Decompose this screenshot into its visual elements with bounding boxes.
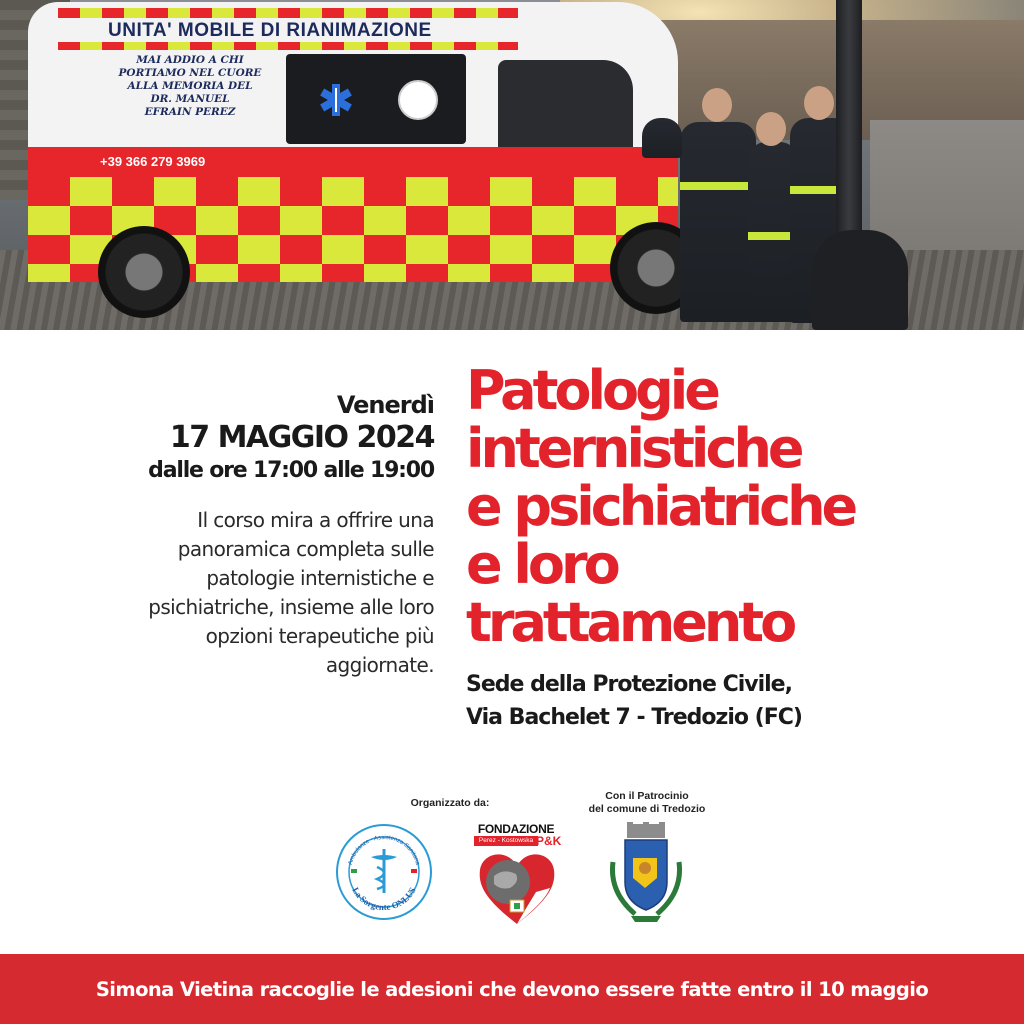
- svg-text:Ambulanze - Assistenza Sanitar: Ambulanze - Assistenza Sanitaria: [347, 834, 421, 866]
- star-of-life-icon: [316, 80, 356, 120]
- course-title: Patologie internistiche e psichiatriche e loro trattamento: [466, 359, 855, 654]
- svg-text:La Sorgente ONLUS: La Sorgente ONLUS: [350, 885, 418, 913]
- checker-stripe: [58, 42, 518, 50]
- organized-by-label: Organizzato da:: [410, 797, 490, 809]
- patronage-label: Con il Patrocinio del comune di Tredozio: [588, 790, 706, 815]
- memorial-panel: MAI ADDIO A CHI PORTIAMO NEL CUORE ALLA MEMORIA DEL DR. MANUEL EFRAIN PEREZ: [118, 54, 262, 118]
- wheel: [98, 226, 190, 318]
- course-info: [466, 359, 1016, 734]
- fondazione-pk-logo: FONDAZIONE Perez - Kostowska P&K: [470, 822, 562, 926]
- tredozio-coat-of-arms: [605, 822, 687, 928]
- event-details: [14, 390, 434, 680]
- la-sorgente-logo: [335, 823, 433, 921]
- event-date: 17 MAGGIO 2024: [169, 420, 434, 455]
- registration-notice: Simona Vietina raccoglie le adesioni che devono essere fatte entro il 10 maggio: [95, 977, 929, 1001]
- volunteer: [680, 122, 756, 322]
- event-day: Venerdì: [336, 391, 434, 419]
- event-description: Il corso mira a offrire una panoramica completa sulle patologie internistiche e psichiatriche, insieme alle loro opzioni terapeutiche più aggiornate.: [148, 508, 434, 677]
- street-lamp-base: [812, 230, 908, 330]
- ambulance-title: UNITA' MOBILE DI RIANIMAZIONE: [108, 20, 432, 41]
- ambulance: [28, 2, 698, 292]
- event-hours: dalle ore 17:00 alle 19:00: [148, 458, 434, 483]
- ambulance-phone: +39 366 279 3969: [100, 154, 206, 169]
- ambulance-photo: [0, 0, 1024, 330]
- front-window: [498, 60, 633, 160]
- volunteer: [642, 118, 682, 158]
- checker-stripe: [58, 8, 518, 18]
- rear-window: [286, 54, 466, 144]
- heart-globe-icon: [476, 848, 558, 926]
- seal-icon: [398, 80, 438, 120]
- footer-banner: [0, 954, 1024, 1024]
- venue-address: Sede della Protezione Civile, Via Bachelet 7 - Tredozio (FC): [466, 672, 802, 730]
